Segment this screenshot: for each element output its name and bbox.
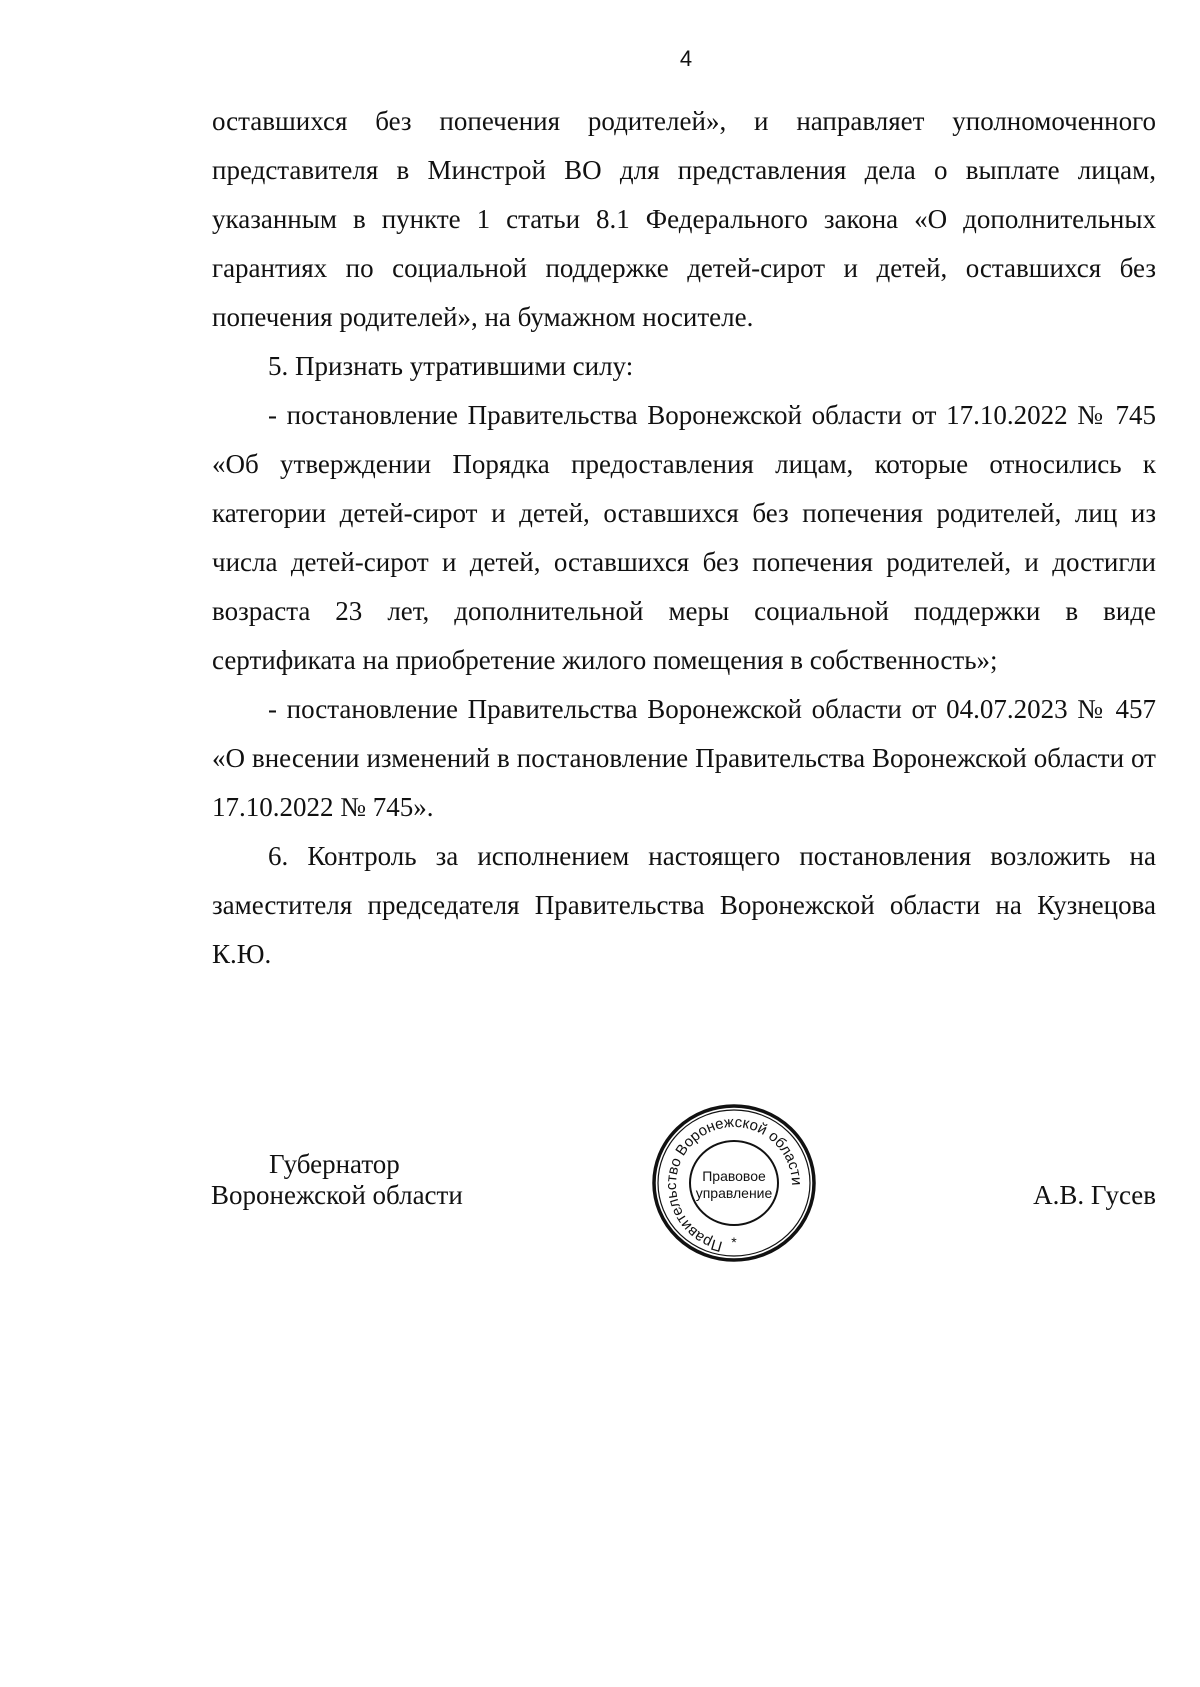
official-stamp bbox=[650, 1101, 818, 1264]
stamp-ring-text: Правительство Воронежской области bbox=[662, 1113, 806, 1255]
document-body bbox=[212, 97, 1156, 979]
signatory-name: А.В. Гусев bbox=[1033, 1180, 1156, 1210]
paragraph-item-6: 6. Контроль за исполнением настоящего постановления возложить на заместителя председателя Правительства Воронежской области на Кузнецова К.Ю. bbox=[212, 841, 1156, 969]
paragraph-continuation: оставшихся без попечения родителей», и направляет уполномоченного представителя в Минстрой ВО для представления дела о выплате лицам, указанным в пункте 1 статьи 8.1 Федерального закона «О дополнительных гарантиях по социальной поддержке детей-сирот и детей, оставшихся без попечения родителей», на бумажном носителе. bbox=[212, 106, 1156, 332]
paragraph-item-5: 5. Признать утратившими силу: bbox=[268, 351, 634, 381]
page-number: 4 bbox=[679, 46, 693, 71]
paragraph-repealed-decree-745: - постановление Правительства Воронежской области от 17.10.2022 № 745 «Об утверждении Порядка предоставления лицам, которые относились к категории детей-сирот и детей, оставшихся без попечения родителей, лиц из числа детей-сирот и детей, оставшихся без попечения родителей, и достигли возраста 23 лет, дополнительной меры социальной поддержки в виде сертификата на приобретение жилого помещения в собственность»; bbox=[212, 400, 1156, 675]
signatory-title-line1: Губернатор bbox=[269, 1149, 400, 1179]
stamp-star: * bbox=[731, 1234, 737, 1250]
signatory-title bbox=[211, 1149, 463, 1211]
stamp-center-line2: управление bbox=[695, 1185, 773, 1201]
signatory-title-line2: Воронежской области bbox=[211, 1180, 463, 1210]
paragraph-repealed-decree-457: - постановление Правительства Воронежской области от 04.07.2023 № 457 «О внесении изменений в постановление Правительства Воронежской области от 17.10.2022 № 745». bbox=[212, 694, 1156, 822]
stamp-center-line1: Правовое bbox=[702, 1168, 766, 1184]
